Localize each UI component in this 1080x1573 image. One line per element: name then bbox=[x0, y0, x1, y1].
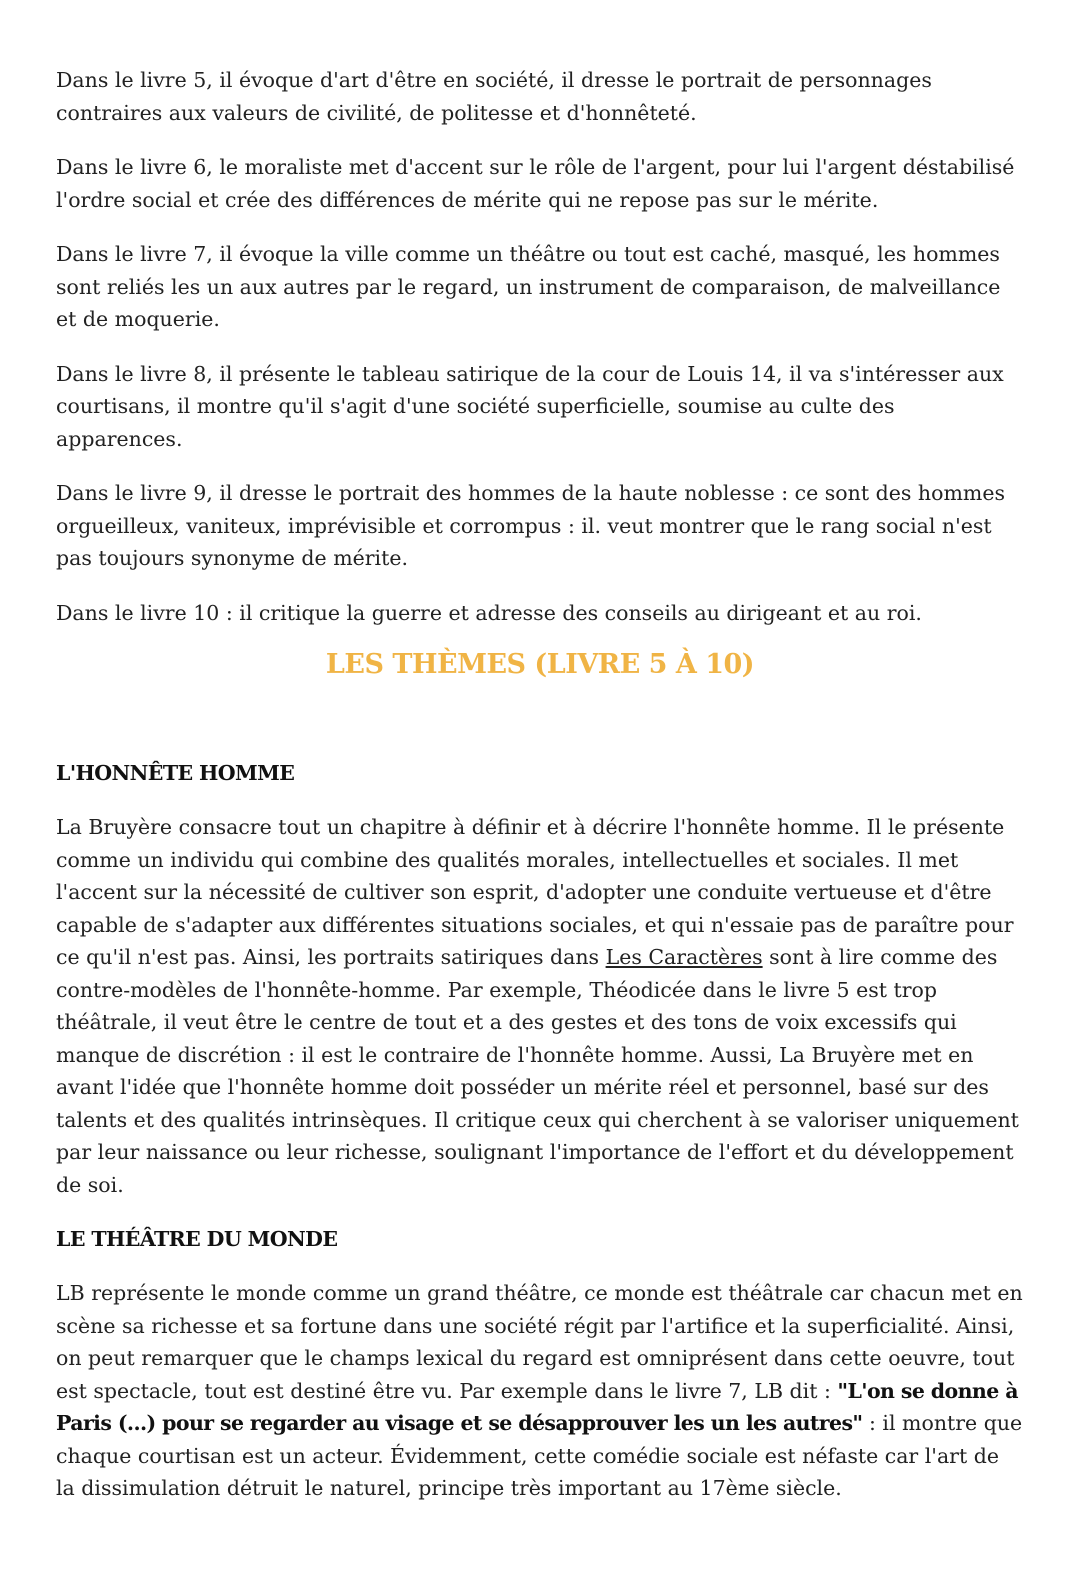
theatre-text-after: : il montre que chaque courtisan est un acteur. Évidemment, cette comédie sociale est néfaste car l'art de la dissimulation détruit le naturel, principe très important au 17ème siècle. bbox=[56, 1411, 1023, 1500]
paragraph-honnete-homme bbox=[56, 811, 1024, 1201]
book-title-les-caracteres: Les Caractères bbox=[605, 945, 763, 969]
paragraph-theatre-du-monde bbox=[56, 1277, 1024, 1505]
quote-livre-7: "L'on se donne à Paris (...) pour se regarder au visage et se désapprouver les un les autres" bbox=[56, 1378, 1018, 1435]
document-page bbox=[56, 64, 1024, 1527]
paragraph-livre-6: Dans le livre 6, le moraliste met d'accent sur le rôle de l'argent, pour lui l'argent déstabilisé l'ordre social et crée des différences de mérite qui ne repose pas sur le mérite. bbox=[56, 155, 1015, 212]
paragraph-livre-8: Dans le livre 8, il présente le tableau satirique de la cour de Louis 14, il va s'intéresser aux courtisans, il montre qu'il s'agit d'une société superficielle, soumise au culte des apparences. bbox=[56, 361, 1004, 451]
honnete-homme-text-before: La Bruyère consacre tout un chapitre à définir et à décrire l'honnête homme. Il le présente comme un individu qui combine des qualités morales, intellectuelles et sociales. Il met l'accent sur la nécessité de cultiver son esprit, d'adopter une conduite vertueuse et d'être capable de s'adapter aux différentes situations sociales, et qui n'essaie pas de paraître pour ce qu'il n'est pas. Ainsi, les portraits satiriques dans bbox=[56, 815, 1014, 969]
paragraph-livre-10: Dans le livre 10 : il critique la guerre et adresse des conseils au dirigeant et au roi. bbox=[56, 600, 922, 625]
honnete-homme-text-after: sont à lire comme des contre-modèles de l'honnête-homme. Par exemple, Théodicée dans le livre 5 est trop théâtrale, il veut être le centre de tout et a des gestes et des tons de voix excessifs qui manque de discrétion : il est le contraire de l'honnête homme. Aussi, La Bruyère met en avant l'idée que l'honnête homme doit posséder un mérite réel et personnel, basé sur des talents et des qualités intrinsèques. Il critique ceux qui cherchent à se valoriser uniquement par leur naissance ou leur richesse, soulignant l'importance de l'effort et du développement de soi. bbox=[56, 945, 1019, 1197]
heading-honnete-homme: L'HONNÊTE HOMME bbox=[56, 761, 295, 785]
theatre-text-before: LB représente le monde comme un grand théâtre, ce monde est théâtrale car chacun met en scène sa richesse et sa fortune dans une société régit par l'artifice et la superficialité. Ainsi, on peut remarquer que le champs lexical du regard est omniprésent dans cette oeuvre, tout est spectacle, tout est destiné être vu. Par exemple dans le livre 7, LB dit : bbox=[56, 1281, 1023, 1403]
paragraph-livre-7: Dans le livre 7, il évoque la ville comme un théâtre ou tout est caché, masqué, les hommes sont reliés les un aux autres par le regard, un instrument de comparaison, de malveillance et de moquerie. bbox=[56, 242, 1001, 331]
paragraph-livre-9: Dans le livre 9, il dresse le portrait des hommes de la haute noblesse : ce sont des hommes orgueilleux, vaniteux, imprévisible et corrompus : il. veut montrer que le rang social n'est pas toujours synonyme de mérite. bbox=[56, 481, 1005, 570]
heading-theatre-du-monde: LE THÉÂTRE DU MONDE bbox=[56, 1227, 338, 1251]
section-title-themes: LES THÈMES (LIVRE 5 À 10) bbox=[325, 649, 755, 680]
paragraph-livre-5: Dans le livre 5, il évoque d'art d'être en société, il dresse le portrait de personnages contraires aux valeurs de civilité, de politesse et d'honnêteté. bbox=[56, 68, 932, 125]
